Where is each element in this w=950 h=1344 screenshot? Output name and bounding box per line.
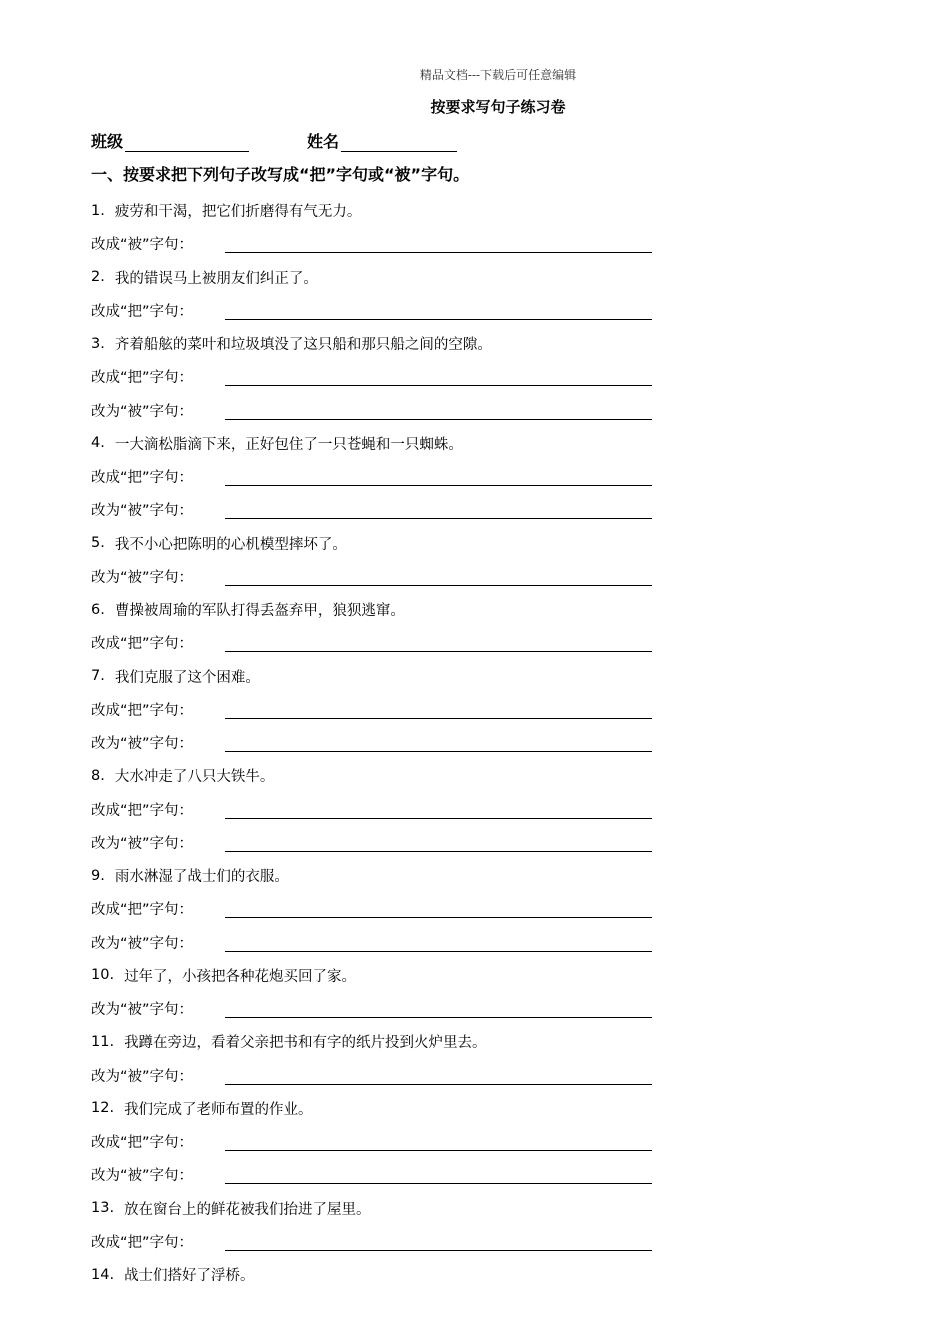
question-row (91, 660, 691, 693)
answer-label: 改成“把”字句： (91, 902, 194, 919)
question-number: 10. (91, 967, 115, 984)
question-number: 11. (91, 1033, 115, 1050)
answer-row (91, 693, 691, 726)
answer-line[interactable] (225, 833, 652, 852)
answer-line[interactable] (225, 367, 652, 386)
answer-line[interactable] (225, 733, 652, 752)
answer-label: 改成“把”字句： (91, 702, 194, 719)
answer-row (91, 892, 691, 925)
question-number: 3. (91, 335, 105, 352)
question-number: 9. (91, 867, 105, 884)
answer-row (91, 493, 691, 526)
answer-row (91, 626, 691, 659)
answer-row (91, 926, 691, 959)
question-number: 7. (91, 668, 105, 685)
answer-row (91, 1225, 691, 1258)
answer-label: 改成“被”字句： (91, 237, 194, 254)
answer-line[interactable] (225, 1232, 652, 1251)
question-text: 曹操被周瑜的军队打得丢盔弃甲，狼狈逃窜。 (114, 603, 405, 620)
answer-row (91, 394, 691, 427)
question-text: 我们完成了老师布置的作业。 (124, 1101, 313, 1118)
answer-row (91, 793, 691, 826)
question-number: 6. (91, 601, 105, 618)
question-row (91, 194, 691, 227)
answer-row (91, 726, 691, 759)
answer-label: 改为“被”字句： (91, 569, 194, 586)
answer-line[interactable] (225, 1132, 652, 1151)
question-number: 12. (91, 1100, 115, 1117)
answer-line[interactable] (225, 800, 652, 819)
name-field[interactable] (341, 133, 457, 152)
question-row (91, 261, 691, 294)
question-number: 4. (91, 435, 105, 452)
question-row (91, 1258, 691, 1291)
answer-label: 改成“把”字句： (91, 1234, 194, 1251)
answer-line[interactable] (225, 700, 652, 719)
question-number: 13. (91, 1200, 115, 1217)
question-number: 5. (91, 535, 105, 552)
question-text: 雨水淋湿了战士们的衣服。 (114, 869, 289, 886)
question-text: 我的错误马上被朋友们纠正了。 (114, 270, 318, 287)
answer-row (91, 227, 691, 260)
answer-line[interactable] (225, 301, 652, 320)
question-row (91, 759, 691, 792)
class-label: 班级 (91, 132, 124, 151)
question-number: 14. (91, 1266, 115, 1283)
exercise-list (91, 194, 691, 1291)
page-title: 按要求写句子练习卷 (430, 98, 566, 116)
answer-line[interactable] (225, 567, 652, 586)
question-row (91, 1092, 691, 1125)
question-text: 一大滴松脂滴下来，正好包住了一只苍蝇和一只蜘蛛。 (114, 436, 463, 453)
answer-label: 改为“被”字句： (91, 403, 194, 420)
answer-label: 改为“被”字句： (91, 935, 194, 952)
answer-label: 改成“把”字句： (91, 636, 194, 653)
answer-line[interactable] (225, 401, 652, 420)
answer-label: 改为“被”字句： (91, 1002, 194, 1019)
question-text: 我不小心把陈明的心机模型摔坏了。 (114, 536, 347, 553)
question-number: 1. (91, 202, 105, 219)
name-label: 姓名 (307, 132, 340, 151)
answer-label: 改为“被”字句： (91, 1068, 194, 1085)
answer-row (91, 826, 691, 859)
answer-line[interactable] (225, 500, 652, 519)
answer-label: 改成“把”字句： (91, 470, 194, 487)
answer-label: 改为“被”字句： (91, 736, 194, 753)
answer-line[interactable] (225, 1066, 652, 1085)
student-info-row (91, 129, 457, 152)
question-row (91, 593, 691, 626)
question-row (91, 1192, 691, 1225)
answer-label: 改成“把”字句： (91, 303, 194, 320)
question-row (91, 959, 691, 992)
question-row (91, 527, 691, 560)
answer-row (91, 460, 691, 493)
answer-row (91, 294, 691, 327)
question-text: 疲劳和干渴，把它们折磨得有气无力。 (114, 204, 362, 221)
question-text: 放在窗台上的鲜花被我们抬进了屋里。 (124, 1201, 371, 1218)
answer-line[interactable] (225, 467, 652, 486)
answer-line[interactable] (225, 633, 652, 652)
question-text: 过年了，小孩把各种花炮买回了家。 (124, 968, 357, 985)
question-row (91, 1025, 691, 1058)
answer-label: 改为“被”字句： (91, 1168, 194, 1185)
answer-line[interactable] (225, 999, 652, 1018)
answer-row (91, 560, 691, 593)
answer-label: 改为“被”字句： (91, 835, 194, 852)
question-text: 战士们搭好了浮桥。 (124, 1268, 255, 1285)
question-text: 大水冲走了八只大铁牛。 (114, 769, 275, 786)
answer-row (91, 1059, 691, 1092)
question-text: 齐着船舷的菜叶和垃圾填没了这只船和那只船之间的空隙。 (114, 337, 492, 354)
question-number: 8. (91, 767, 105, 784)
question-text: 我蹲在旁边，看着父亲把书和有字的纸片投到火炉里去。 (124, 1035, 487, 1052)
question-row (91, 327, 691, 360)
answer-line[interactable] (225, 234, 652, 253)
answer-row (91, 992, 691, 1025)
section-heading: 一、按要求把下列句子改写成“把”字句或“被”字句。 (91, 165, 470, 184)
answer-line[interactable] (225, 933, 652, 952)
answer-label: 改为“被”字句： (91, 503, 194, 520)
question-row (91, 859, 691, 892)
answer-label: 改成“把”字句： (91, 370, 194, 387)
document-watermark: 精品文档---下载后可任意编辑 (419, 68, 577, 82)
class-field[interactable] (125, 133, 249, 152)
answer-row (91, 1125, 691, 1158)
question-number: 2. (91, 269, 105, 286)
answer-row (91, 360, 691, 393)
answer-label: 改成“把”字句： (91, 1135, 194, 1152)
question-text: 我们克服了这个困难。 (114, 669, 260, 686)
answer-label: 改成“把”字句： (91, 802, 194, 819)
question-row (91, 427, 691, 460)
answer-line[interactable] (225, 899, 652, 918)
answer-line[interactable] (225, 1165, 652, 1184)
answer-row (91, 1158, 691, 1191)
